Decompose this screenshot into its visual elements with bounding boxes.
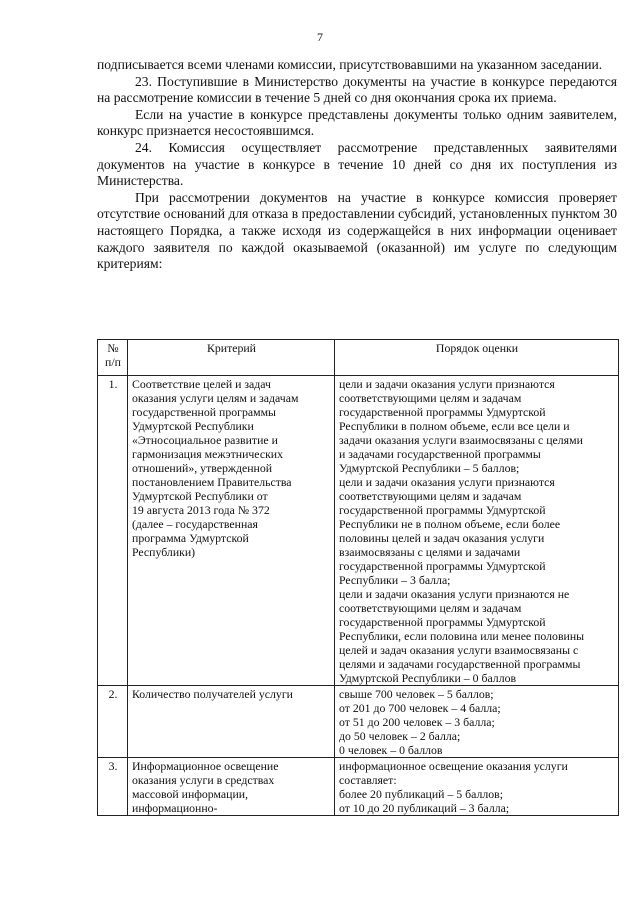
criterion-line: (далее – государственная — [132, 517, 258, 531]
order-line: государственной программы Удмуртской — [339, 559, 546, 573]
table-row — [98, 686, 619, 758]
order-line: государственной программы Удмуртской — [339, 405, 546, 419]
order-line: Республики – 3 балла; — [339, 573, 451, 587]
criterion-line: Удмуртской Республики — [132, 419, 254, 433]
order-line: Удмуртской Республики – 5 баллов; — [339, 461, 520, 475]
order-line: государственной программы Удмуртской — [339, 615, 546, 629]
criterion-line: постановлением Правительства — [132, 475, 292, 489]
order-cell — [335, 758, 619, 816]
order-line: от 201 до 700 человек – 4 балла; — [339, 701, 501, 715]
table-header-row — [98, 340, 619, 376]
order-line: свыше 700 человек – 5 баллов; — [339, 687, 494, 701]
criterion-line: Количество получателей услуги — [132, 687, 293, 701]
criterion-line: государственной программы — [132, 405, 276, 419]
order-line: взаимосвязаны с целями и задачами — [339, 545, 521, 559]
criterion-line: «Этносоциальное развитие и — [132, 433, 278, 447]
criterion-line: Удмуртской Республики от — [132, 489, 268, 503]
order-line: Удмуртской Республики – 0 баллов — [339, 671, 517, 685]
page-number: 7 — [317, 30, 323, 44]
criteria-table — [97, 339, 619, 816]
row-number: 2. — [98, 686, 128, 758]
criterion-cell — [128, 376, 335, 686]
order-line: Республики не в полном объеме, если более — [339, 517, 561, 531]
paragraph: Если на участие в конкурсе представлены документы только одним заявителем, конкурс признается несостоявшимся. — [97, 106, 617, 139]
order-line: целями и задачами государственной программы — [339, 657, 581, 671]
order-line: целей и задач оказания услуги взаимосвязаны с — [339, 643, 579, 657]
order-line: 0 человек – 0 баллов — [339, 743, 443, 757]
header-num: № п/п — [98, 340, 128, 376]
order-cell — [335, 376, 619, 686]
order-line: до 50 человек – 2 балла; — [339, 729, 461, 743]
row-number: 3. — [98, 758, 128, 816]
paragraph: 24. Комиссия осуществляет рассмотрение представленных заявителями документов на участие в конкурсе в течение 10 дней со дня их поступления из Министерства. — [97, 139, 617, 189]
criterion-line: гармонизация межэтнических — [132, 447, 284, 461]
criterion-line: Республики) — [132, 545, 196, 559]
order-line: составляет: — [339, 773, 397, 787]
order-line: задачи оказания услуги взаимосвязаны с целями — [339, 433, 583, 447]
order-line: половины целей и задач оказания услуги — [339, 531, 545, 545]
paragraph: подписывается всеми членами комиссии, присутствовавшими на указанном заседании. — [97, 57, 603, 72]
order-line: информационное освещение оказания услуги — [339, 759, 568, 773]
order-line: цели и задачи оказания услуги признаются — [339, 377, 555, 391]
order-line: соответствующими целям и задачам — [339, 391, 522, 405]
criterion-line: программа Удмуртской — [132, 531, 249, 545]
criterion-line: 19 августа 2013 года № 372 — [132, 503, 270, 517]
order-line: более 20 публикаций – 5 баллов; — [339, 787, 503, 801]
paragraph: 23. Поступившие в Министерство документы на участие в конкурсе передаются на рассмотрение комиссии в течение 5 дней со дня окончания срока их приема. — [97, 73, 617, 106]
criterion-line: отношений», утвержденной — [132, 461, 273, 475]
header-order: Порядок оценки — [335, 340, 619, 376]
table-row — [98, 758, 619, 816]
criterion-line: массовой информации, — [132, 787, 249, 801]
order-cell — [335, 686, 619, 758]
criterion-cell — [128, 686, 335, 758]
order-line: Республики, если половина или менее половины — [339, 629, 585, 643]
criterion-line: Соответствие целей и задач — [132, 377, 271, 391]
criterion-cell — [128, 758, 335, 816]
table-row — [98, 376, 619, 686]
order-line: цели и задачи оказания услуги признаются не — [339, 587, 570, 601]
row-number: 1. — [98, 376, 128, 686]
order-line: государственной программы Удмуртской — [339, 503, 546, 517]
criterion-line: Информационное освещение — [132, 759, 279, 773]
order-line: Республики в полном объеме, если все цели и — [339, 419, 570, 433]
order-line: от 51 до 200 человек – 3 балла; — [339, 715, 495, 729]
order-line: соответствующими целям и задачам — [339, 601, 522, 615]
order-line: от 10 до 20 публикаций – 3 балла; — [339, 801, 510, 815]
header-criterion: Критерий — [128, 340, 335, 376]
paragraph: При рассмотрении документов на участие в конкурсе комиссия проверяет отсутствие оснований для отказа в предоставлении субсидий, установленных пунктом 30 настоящего Порядка, а также исходя из содержащейся в них информации оценивает каждого заявителя по каждой оказываемой (оказанной) им услуге по следующим критериям: — [97, 189, 617, 272]
criterion-line: оказания услуги целям и задачам — [132, 391, 299, 405]
criterion-line: оказания услуги в средствах — [132, 773, 275, 787]
body-text — [97, 57, 617, 273]
criterion-line: информационно- — [132, 801, 218, 815]
order-line: соответствующими целям и задачам — [339, 489, 522, 503]
order-line: цели и задачи оказания услуги признаются — [339, 475, 555, 489]
order-line: и задачами государственной программы — [339, 447, 541, 461]
